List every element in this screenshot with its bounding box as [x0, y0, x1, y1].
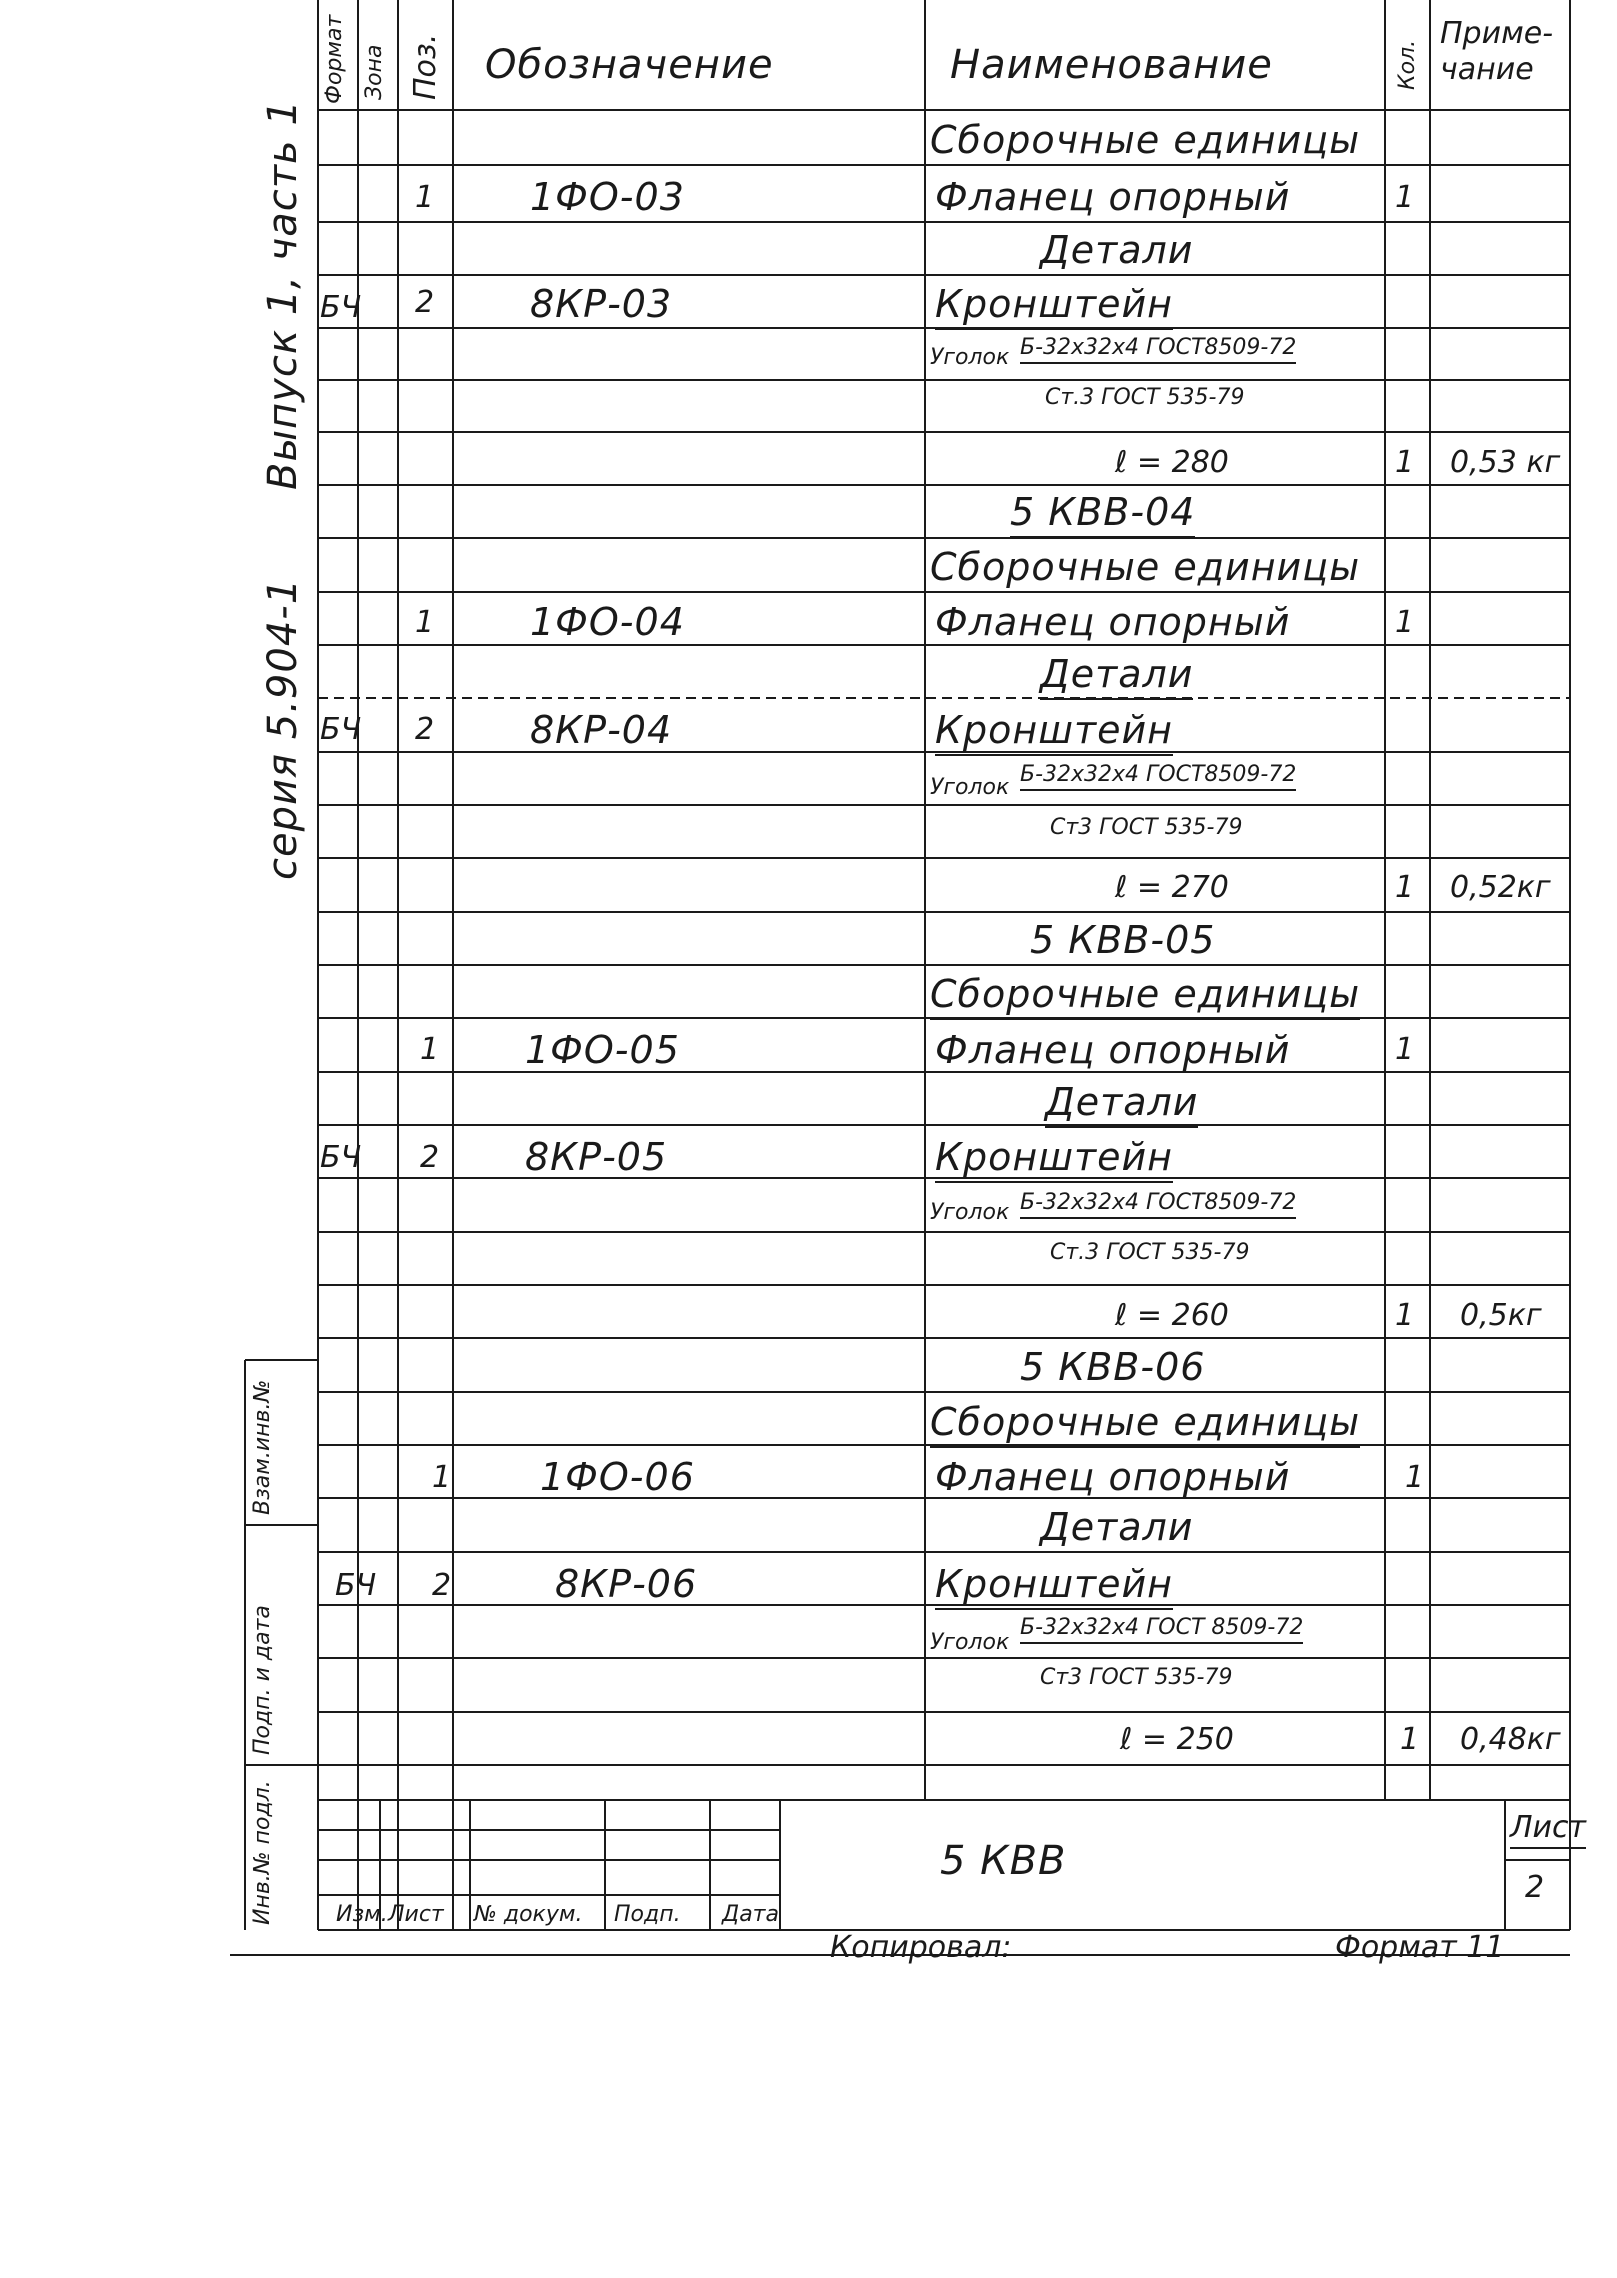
pos: 1	[432, 1460, 452, 1495]
item-name: Кронштейн	[935, 282, 1173, 330]
material-prefix: Уголок	[930, 345, 1010, 370]
sheet-label: Лист	[1510, 1810, 1586, 1849]
qty: 1	[1405, 1460, 1425, 1495]
format: БЧ	[320, 712, 362, 747]
section-assembly: Сборочные единицы	[930, 118, 1360, 166]
note-mass: 0,53 кг	[1450, 445, 1561, 480]
pos: 1	[415, 605, 435, 640]
section-parts: Детали	[1040, 652, 1193, 700]
item-name: Фланец опорный	[935, 1455, 1291, 1499]
format: БЧ	[320, 290, 362, 325]
designation: 8КР-04	[530, 708, 673, 752]
qty: 1	[1395, 1298, 1415, 1333]
material-profile: Б-32х32х4 ГОСТ8509-72	[1020, 762, 1296, 791]
item-name: Фланец опорный	[935, 1028, 1291, 1072]
header-format: Формат	[322, 14, 347, 104]
length: ℓ = 260	[1115, 1298, 1229, 1333]
pos: 2	[420, 1140, 440, 1175]
designation: 8КР-03	[530, 282, 673, 326]
document-code: 5 КВВ	[940, 1838, 1067, 1884]
material-steel: Ст3 ГОСТ 535-79	[1040, 1665, 1233, 1690]
format-note: Формат 11	[1335, 1930, 1505, 1965]
pos: 2	[415, 285, 435, 320]
copied-by: Копировал:	[830, 1930, 1012, 1965]
item-name: Фланец опорный	[935, 600, 1291, 644]
section-assembly: Сборочные единицы	[930, 1400, 1360, 1448]
format: БЧ	[320, 1140, 362, 1175]
note-mass: 0,5кг	[1460, 1298, 1542, 1333]
section-assembly: Сборочные единицы	[930, 972, 1360, 1020]
pos: 2	[415, 712, 435, 747]
length: ℓ = 270	[1115, 870, 1229, 905]
format: БЧ	[335, 1568, 377, 1603]
header-pos: Поз.	[408, 33, 443, 100]
header-name: Наименование	[950, 42, 1273, 88]
material-steel: Ст3 ГОСТ 535-79	[1050, 815, 1243, 840]
section-assembly: Сборочные единицы	[930, 545, 1360, 593]
length: ℓ = 250	[1120, 1722, 1234, 1757]
material-profile: Б-32х32х4 ГОСТ8509-72	[1020, 335, 1296, 364]
qty: 1	[1395, 605, 1415, 640]
sheet-number: 2	[1525, 1870, 1545, 1905]
side-sign-date: Подп. и дата	[250, 1605, 275, 1755]
assembly-title: 5 КВВ-05	[1030, 918, 1215, 966]
qty: 1	[1400, 1722, 1420, 1757]
side-inv-orig: Взам.инв.№	[250, 1379, 275, 1515]
assembly-title: 5 КВВ-06	[1020, 1345, 1205, 1393]
tb-izm: Изм.	[336, 1902, 388, 1927]
material-prefix: Уголок	[930, 775, 1010, 800]
designation: 1ФО-03	[530, 175, 685, 219]
tb-ndoc: № докум.	[474, 1902, 583, 1927]
header-note-line2: чание	[1440, 52, 1534, 87]
side-issue: Выпуск 1, часть 1	[260, 99, 306, 490]
material-steel: Ст.3 ГОСТ 535-79	[1050, 1240, 1250, 1265]
tb-list: Лист	[388, 1902, 444, 1927]
designation: 8КР-05	[525, 1135, 668, 1179]
qty: 1	[1395, 1032, 1415, 1067]
pos: 2	[432, 1568, 452, 1603]
header-zone: Зона	[362, 44, 387, 100]
side-series: серия 5.904-1	[260, 577, 306, 880]
material-steel: Ст.3 ГОСТ 535-79	[1045, 385, 1245, 410]
length: ℓ = 280	[1115, 445, 1229, 480]
side-inv-podl: Инв.№ подл.	[250, 1780, 275, 1925]
material-profile: Б-32х32х4 ГОСТ8509-72	[1020, 1190, 1296, 1219]
section-parts: Детали	[1040, 1505, 1193, 1553]
header-note-line1: Приме-	[1440, 16, 1554, 51]
pos: 1	[420, 1032, 440, 1067]
item-name: Кронштейн	[935, 1562, 1173, 1610]
qty: 1	[1395, 870, 1415, 905]
note-mass: 0,52кг	[1450, 870, 1551, 905]
assembly-title: 5 КВВ-04	[1010, 490, 1195, 538]
pos: 1	[415, 180, 435, 215]
qty: 1	[1395, 180, 1415, 215]
header-designation: Обозначение	[485, 42, 774, 88]
item-name: Кронштейн	[935, 708, 1173, 756]
designation: 1ФО-04	[530, 600, 685, 644]
tb-podp: Подп.	[614, 1902, 681, 1927]
material-prefix: Уголок	[930, 1630, 1010, 1655]
item-name: Фланец опорный	[935, 175, 1291, 219]
note-mass: 0,48кг	[1460, 1722, 1561, 1757]
header-qty: Кол.	[1395, 39, 1420, 90]
tb-data: Дата	[722, 1902, 779, 1927]
designation: 1ФО-05	[525, 1028, 680, 1072]
material-prefix: Уголок	[930, 1200, 1010, 1225]
qty: 1	[1395, 445, 1415, 480]
section-parts: Детали	[1040, 228, 1193, 276]
designation: 8КР-06	[555, 1562, 698, 1606]
designation: 1ФО-06	[540, 1455, 695, 1499]
material-profile: Б-32х32х4 ГОСТ 8509-72	[1020, 1615, 1303, 1644]
item-name: Кронштейн	[935, 1135, 1173, 1183]
section-parts: Детали	[1045, 1080, 1198, 1128]
